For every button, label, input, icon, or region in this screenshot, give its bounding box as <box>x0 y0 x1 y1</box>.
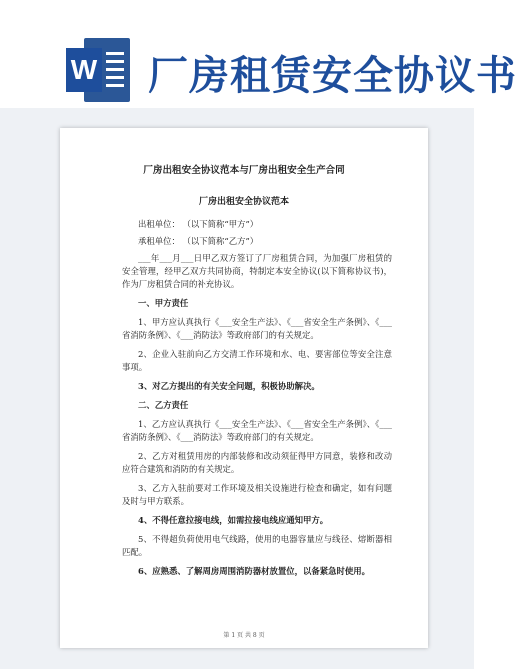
document-subtitle: 厂房出租安全协议范本 <box>198 197 289 207</box>
clause: 4、不得任意拉接电线，如需拉接电线应通知甲方。 <box>138 515 329 525</box>
page-line <box>106 76 124 79</box>
clause: 3、乙方入驻前要对工作环境及相关设施进行检查和确定，如有问题及时与甲方联系。 <box>122 483 392 506</box>
banner-title: 厂房租赁安全协议书 <box>148 53 517 99</box>
clause: 1、乙方应认真执行《___安全生产法》、《___省安全生产条例》、《___省消防条例》、《___消防法》等政府部门的有关规定。 <box>122 419 392 442</box>
clause: 1、甲方应认真执行《___安全生产法》、《___省安全生产条例》、《___省消防条例》、《___消防法》等政府部门的有关规定。 <box>122 317 392 340</box>
clause: 5、不得超负荷使用电气线路，使用的电器容量应与线径、熔断器相匹配。 <box>122 534 392 557</box>
section-heading: 一、甲方责任 <box>138 298 189 308</box>
clause: 3、对乙方提出的有关安全问题，积极协助解决。 <box>138 381 320 391</box>
clause: 2、企业入驻前向乙方交清工作环境和水、电、要害部位等安全注意事项。 <box>122 349 392 372</box>
banner <box>0 0 517 108</box>
page-line <box>106 60 124 63</box>
lessor-line: 出租单位： （以下简称“甲方”） <box>138 219 259 229</box>
intro-paragraph: ___年___月___日甲乙双方签订了厂房租赁合同，为加强厂房租赁的安全管理，经甲乙双方共同协商，特制定本安全协议(以下简称协议书)，作为厂房租赁合同的补充协议。 <box>122 253 392 289</box>
lessee-line: 承租单位： （以下简称“乙方”） <box>138 236 259 246</box>
document-body <box>122 218 392 584</box>
page-line <box>106 84 124 87</box>
clause: 2、乙方对租赁用房的内部装修和改动须征得甲方同意，装修和改动应符合建筑和消防的有关规定。 <box>122 451 392 474</box>
word-document-icon <box>66 34 132 106</box>
section-heading: 二、乙方责任 <box>138 400 189 410</box>
document-page <box>60 128 428 648</box>
page-line <box>106 52 124 55</box>
page-line <box>106 68 124 71</box>
clause: 6、应熟悉、了解周房周围消防器材放置位，以备紧急时使用。 <box>138 566 370 576</box>
page-footer: 第 1 页 共 8 页 <box>223 632 265 639</box>
document-title: 厂房出租安全协议范本与厂房出租安全生产合同 <box>143 165 345 176</box>
word-badge: W <box>66 48 102 92</box>
